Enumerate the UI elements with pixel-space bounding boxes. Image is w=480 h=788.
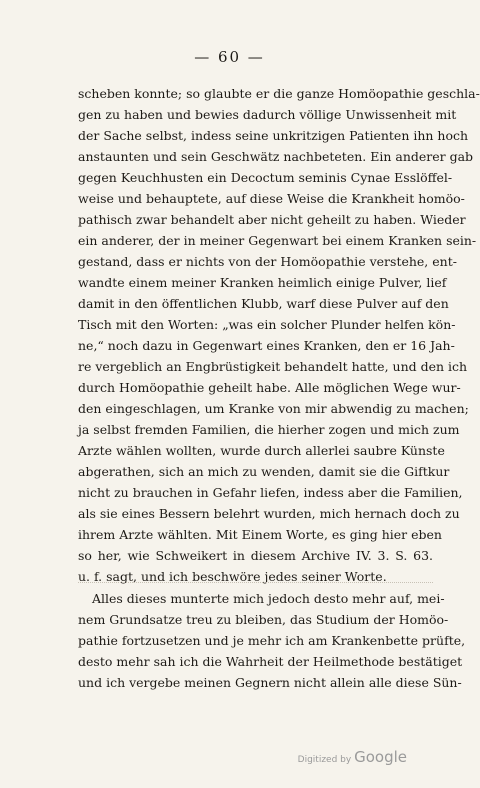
text-line: durch Homöopathie geheilt habe. Alle möglichen Wege wur- [78,380,461,395]
text-line: wandte einem meiner Kranken heimlich einige Pulver, lief [78,275,447,290]
text-line: re vergeblich an Engbrüstigkeit behandelt hatte, und den ich [78,359,468,374]
text-line: den eingeschlagen, um Kranke von mir abwendig zu machen; [78,401,469,416]
text-line: ne,“ noch dazu in Gegenwart eines Kranken, den er 16 Jah- [78,338,455,353]
text-line: u. f. sagt, und ich beschwöre jedes seiner Worte. [78,569,387,584]
faint-divider [78,582,433,583]
watermark-brand: Google [354,748,407,766]
text-line: ja selbst fremden Familien, die hierher zogen und mich zum [78,422,460,437]
watermark-prefix: Digitized by [297,755,352,765]
text-line: damit in den öffentlichen Klubb, warf diese Pulver auf den [78,296,449,311]
text-line: scheben konnte; so glaubte er die ganze Homöopathie geschla- [78,86,480,101]
paragraph-2 [78,588,466,693]
digitized-by-google-watermark [298,748,407,766]
text-line: der Sache selbst, indess seine unkritzigen Patienten ihn hoch [78,128,469,143]
text-line: ein anderer, der in meiner Gegenwart bei einem Kranken sein- [78,233,477,248]
text-line: nem Grundsatze treu zu bleiben, das Studium der Homöo- [78,612,449,627]
page-number: — 60 — [194,48,265,66]
text-line: Tisch mit den Worten: „was ein solcher Plunder helfen kön- [78,317,456,332]
text-line: ihrem Arzte wählten. Mit Einem Worte, es ging hier eben [78,527,442,542]
text-line: gen zu haben und bewies dadurch völlige Unwissenheit mit [78,107,457,122]
text-line: pathisch zwar behandelt aber nicht geheilt zu haben. Wieder [78,212,466,227]
text-line: pathie fortzusetzen und je mehr ich am Krankenbette prüfte, [78,633,466,648]
text-line: und ich vergebe meinen Gegnern nicht allein alle diese Sün- [78,675,462,690]
text-line: desto mehr sah ich die Wahrheit der Heilmethode bestätiget [78,654,463,669]
text-line: gestand, dass er nichts von der Homöopathie verstehe, ent- [78,254,457,269]
text-line: Alles dieses munterte mich jedoch desto mehr auf, mei- [92,591,445,606]
text-line: weise und behauptete, auf diese Weise die Krankheit homöo- [78,191,465,206]
text-line: so her, wie Schweikert in diesem Archive IV. 3. S. 63. [78,548,433,563]
text-line: nicht zu brauchen in Gefahr liefen, indess aber die Familien, [78,485,463,500]
text-line: abgerathen, sich an mich zu wenden, damit sie die Giftkur [78,464,450,479]
text-line: gegen Keuchhusten ein Decoctum seminis Cynae Esslöffel- [78,170,453,185]
paragraph-1 [78,83,480,587]
text-line: Arzte wählen wollten, wurde durch allerlei saubre Künste [78,443,445,458]
text-line: als sie eines Bessern belehrt wurden, mich hernach doch zu [78,506,460,521]
text-line: anstaunten und sein Geschwätz nachbeteten. Ein anderer gab [78,149,474,164]
